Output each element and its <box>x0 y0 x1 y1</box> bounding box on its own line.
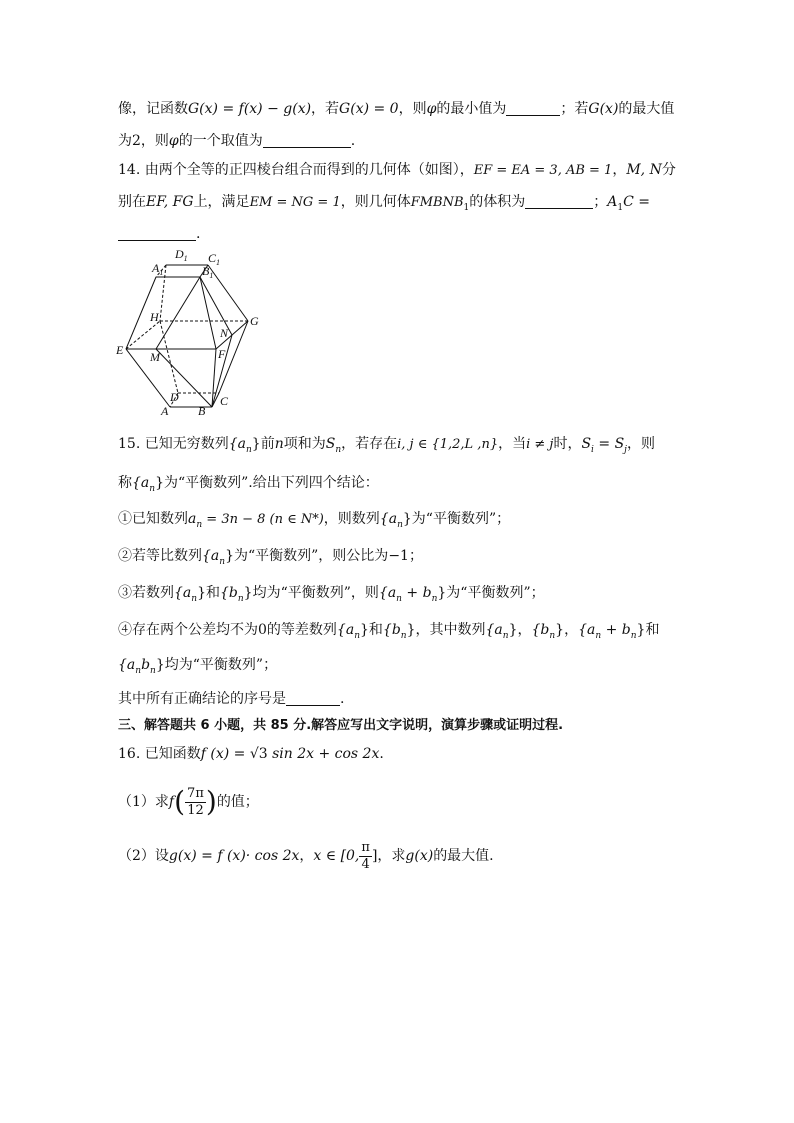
label-C: C <box>220 394 229 408</box>
q15-item2: ②若等比数列$\{a_n\}$为“平衡数列”，则公比为−1； <box>118 548 423 567</box>
label-B1: $B_1$ <box>202 264 214 280</box>
q15-line2: 称$\{a_n\}$为“平衡数列”.给出下列四个结论： <box>118 475 379 494</box>
geometry-figure <box>116 245 266 424</box>
q16-line1: 16. 已知函数f (x) = √3 sin 2x + cos 2x. <box>118 746 384 762</box>
label-N: N <box>220 326 229 340</box>
fraction-pi-4: $\frac{\pi}{4}$ <box>361 839 370 872</box>
q16-part1: （1）求f( $\frac{7\pi}{12}$ )的值； <box>118 785 259 818</box>
q14-line2: 别在EF, FG上，满足EM = NG = 1，则几何体$FMBNB_1$的体积为 ；$A_1C$ = <box>118 194 651 213</box>
label-C1: $C_1$ <box>208 251 221 267</box>
q15-answer: 其中所有正确结论的序号是 . <box>118 691 345 707</box>
label-D: D <box>170 390 179 404</box>
q14-line3: . <box>118 224 200 244</box>
answer-blank[interactable] <box>506 115 560 116</box>
q15-item1: ①已知数列$a_n = 3n - 8$ (n ∈ N*)，则数列$\{a_n\}$为“平衡数列”； <box>118 511 511 530</box>
solid-diagram <box>116 245 266 420</box>
q15-item4-line2: $\{a_nb_n\}$均为“平衡数列”； <box>118 657 278 676</box>
answer-blank[interactable] <box>525 208 593 209</box>
q15-line1: 15. 已知无穷数列$\{a_n\}$前n项和为$S_n$，若存在i, j ∈ {1,2,L ,n}，当i ≠ j时，$S_i = S_j$，则 <box>118 436 655 455</box>
q13-gx-definition: G(x) = f(x) − g(x) <box>188 101 312 117</box>
answer-blank[interactable] <box>118 240 196 241</box>
answer-blank[interactable] <box>286 705 340 706</box>
q13-condition: G(x) = 0 <box>339 101 399 117</box>
q16-part2: （2）设g(x) = f (x)· cos 2x，x ∈ [0, $\frac{\pi}{4}$ ]，求g(x)的最大值. <box>118 839 494 872</box>
label-H: H <box>150 310 159 324</box>
fraction-7pi-12: $\frac{7\pi}{12}$ <box>187 785 204 818</box>
q13-line2: 为2，则φ的一个取值为 . <box>118 133 356 149</box>
label-F: F <box>218 347 226 361</box>
label-E: E <box>116 343 124 357</box>
label-B: B <box>198 404 206 418</box>
label-A1: $A_1$ <box>152 261 164 277</box>
section-heading: 三、解答题共 6 小题，共 85 分.解答应写出文字说明，演算步骤或证明过程. <box>118 718 564 733</box>
q15-item4: ④存在两个公差均不为0的等差数列$\{a_n\}$和$\{b_n\}$，其中数列$\{a_n\}$，$\{b_n\}$，$\{a_n + b_n\}$和 <box>118 622 660 641</box>
label-A: A <box>161 404 169 418</box>
q14-given: EF = EA = 3, AB = 1 <box>473 163 613 178</box>
label-M: M <box>150 350 160 364</box>
q15-item3: ③若数列$\{a_n\}$和$\{b_n\}$均为“平衡数列”，则$\{a_n + b_n\}$为“平衡数列”； <box>118 585 545 604</box>
q13-line1: 像，记函数G(x) = f(x) − g(x)，若G(x) = 0，则φ的最小值为 ；若G(x)的最大值 <box>118 101 675 117</box>
label-G: G <box>250 314 259 328</box>
q14-line1: 14. 由两个全等的正四棱台组合而得到的几何体（如图），EF = EA = 3, AB = 1，M, N分 <box>118 162 676 178</box>
label-D1: $D_1$ <box>175 247 188 263</box>
answer-blank[interactable] <box>263 147 351 148</box>
